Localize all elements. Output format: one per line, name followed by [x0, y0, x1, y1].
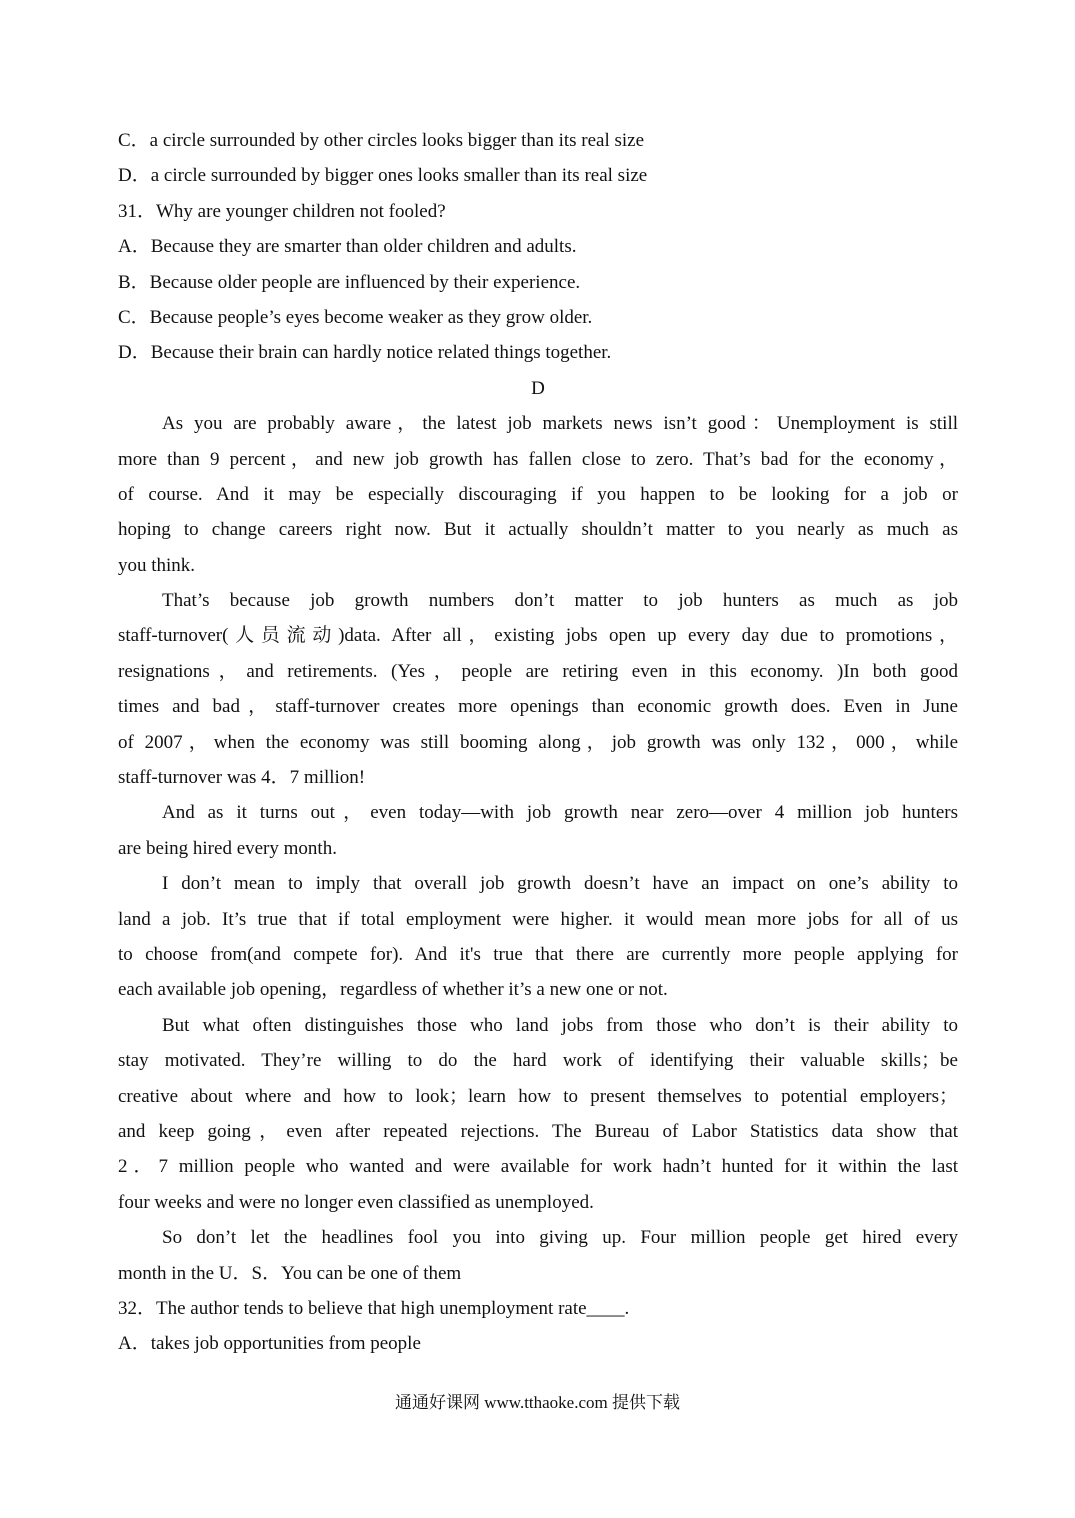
paragraph-line: of course. And it may be especially discouraging if you happen to be looking for a job or	[118, 483, 958, 505]
paragraph-line: to choose from(and compete for). And it's true that there are currently more people applying for	[118, 943, 958, 965]
option-31d: D．Because their brain can hardly notice related things together.	[118, 342, 612, 364]
paragraph-line: four weeks and were no longer even classified as unemployed.	[118, 1191, 594, 1213]
paragraph-line: and keep going，even after repeated rejections. The Bureau of Labor Statistics data show that	[118, 1120, 958, 1142]
question-32: 32．The author tends to believe that high unemployment rate____.	[118, 1297, 630, 1319]
paragraph-line: times and bad，staff-turnover creates more openings than economic growth does. Even in June	[118, 696, 958, 718]
page-footer: 通通好课网 www.tthaoke.com 提供下载	[394, 1393, 681, 1412]
paragraph-line: So don’t let the headlines fool you into giving up. Four million people get hired every	[162, 1227, 958, 1249]
question-31: 31．Why are younger children not fooled?	[118, 200, 446, 222]
option-31c: C．Because people’s eyes become weaker as they grow older.	[118, 306, 593, 328]
option-30c: C．a circle surrounded by other circles looks bigger than its real size	[118, 130, 645, 151]
paragraph-line: are being hired every month.	[118, 837, 337, 859]
paragraph-line: hoping to change careers right now. But it actually shouldn’t matter to you nearly as much as	[118, 519, 958, 541]
paragraph-line: I don’t mean to imply that overall job growth doesn’t have an impact on one’s ability to	[162, 873, 958, 895]
paragraph-line: As you are probably aware，the latest job markets news isn’t good：Unemployment is still	[162, 413, 958, 435]
paragraph-line: 2．7 million people who wanted and were available for work hadn’t hunted for it within the last	[118, 1156, 958, 1178]
paragraph-line: staff-turnover(人员流动)data. After all，existing jobs open up every day due to promotions，	[118, 625, 958, 647]
option-31b: B．Because older people are influenced by their experience.	[118, 271, 581, 293]
paragraph-line: resignations，and retirements. (Yes，people are retiring even in this economy. )In both good	[118, 660, 958, 682]
paragraph-line: land a job. It’s true that if total employment were higher. it would mean more jobs for all of us	[118, 908, 958, 930]
paragraph-line: And as it turns out，even today—with job growth near zero—over 4 million job hunters	[162, 802, 958, 824]
page-content	[118, 123, 958, 1362]
paragraph-line: creative about where and how to look；learn how to present themselves to potential employers；	[118, 1085, 958, 1107]
paragraph-line: more than 9 percent，and new job growth has fallen close to zero. That’s bad for the economy，	[118, 448, 958, 470]
paragraph-line: stay motivated. They’re willing to do the hard work of identifying their valuable skills；be	[118, 1050, 958, 1072]
option-30d: D．a circle surrounded by bigger ones looks smaller than its real size	[118, 165, 648, 187]
paragraph-line: of 2007，when the economy was still booming along，job growth was only 132，000，while	[118, 731, 958, 753]
paragraph-line: you think.	[118, 554, 196, 576]
paragraph-line: But what often distinguishes those who land jobs from those who don’t is their ability to	[162, 1014, 958, 1036]
paragraph-line: staff-turnover was 4．7 million!	[118, 767, 366, 789]
paragraph-line: each available job opening，regardless of whether it’s a new one or not.	[118, 979, 668, 1001]
section-heading-d: D	[531, 377, 545, 399]
paragraph-line: month in the U．S．You can be one of them	[118, 1262, 462, 1284]
paragraph-line: That’s because job growth numbers don’t matter to job hunters as much as job	[162, 590, 958, 612]
option-32a: A．takes job opportunities from people	[118, 1333, 421, 1355]
option-31a: A．Because they are smarter than older children and adults.	[118, 236, 577, 258]
